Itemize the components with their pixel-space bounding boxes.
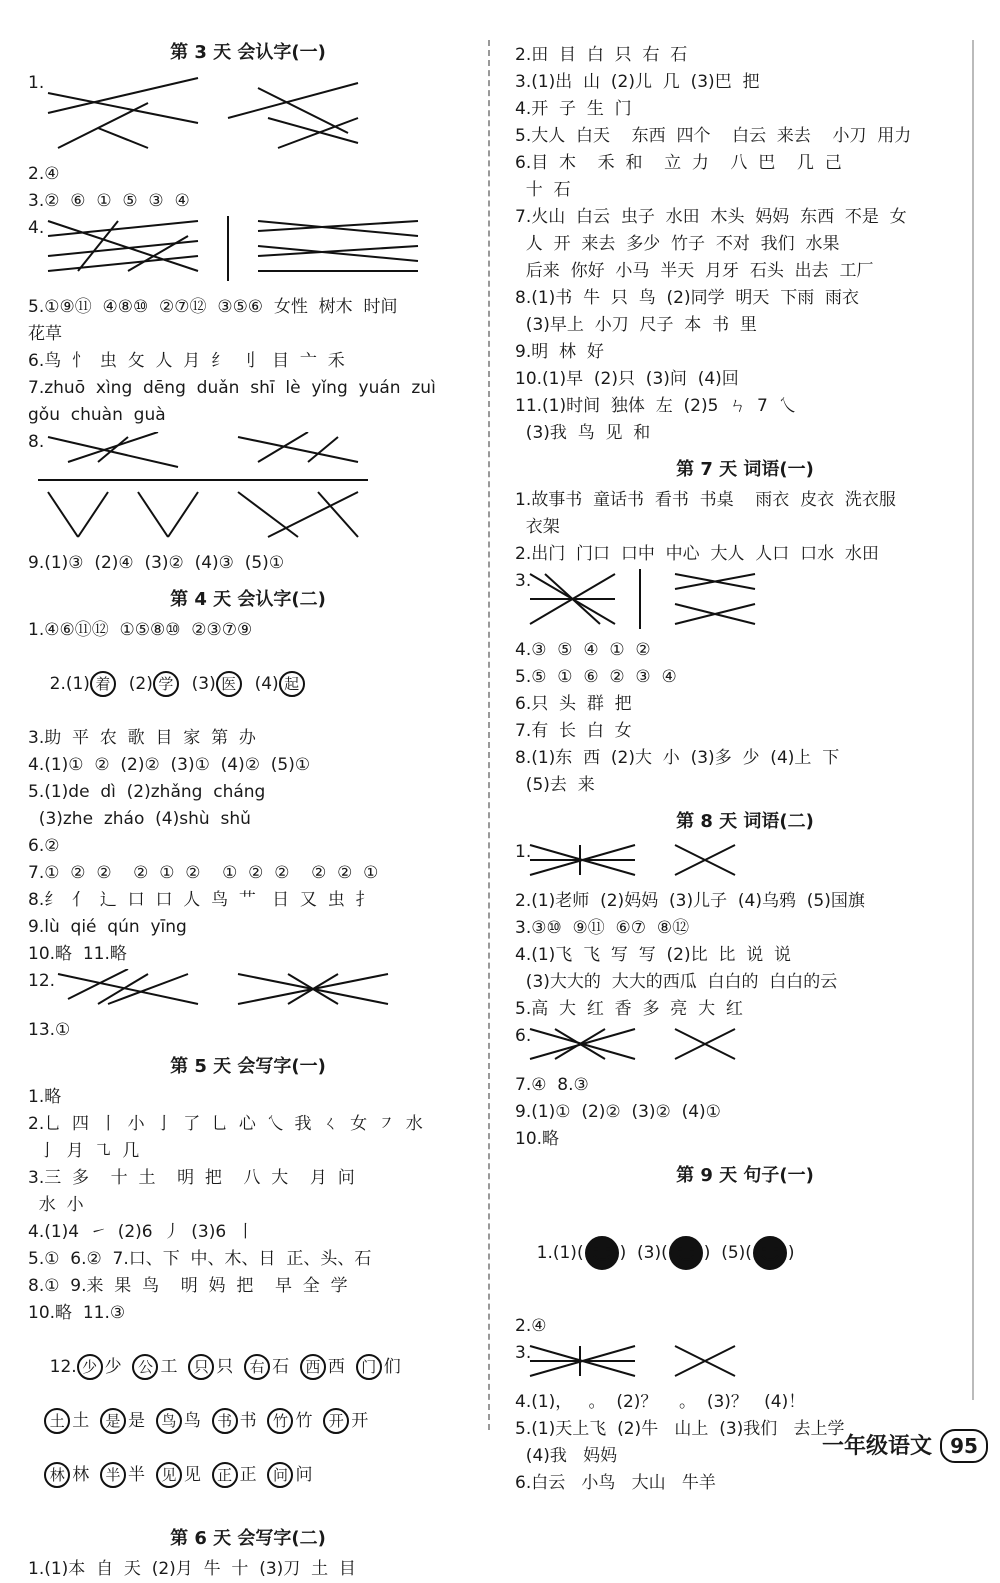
circled-char: 着: [90, 671, 116, 697]
d5-q12-label: 12.: [49, 1357, 77, 1377]
d8-q5: 5.高 大 红 香 多 亮 大 红: [515, 999, 743, 1019]
d4-q8: 8.纟 亻 辶 口 口 人 鸟 艹 日 又 虫 扌: [28, 890, 373, 910]
d7-q2: 2.出门 门口 口中 中心 大人 人口 口水 水田: [515, 544, 879, 564]
d3-q5-cont: 花草: [28, 324, 62, 344]
d9-q1-label: 1.: [536, 1243, 553, 1263]
answer-char: 鸟: [183, 1411, 201, 1431]
d6-q8: 8.(1)书 牛 只 鸟 (2)同学 明天 下雨 雨衣: [515, 288, 860, 308]
d8-q4-cont: (3)大大的 大大的西瓜 白白的 白白的云: [515, 972, 838, 992]
d9-q3-matching-figure: [525, 1341, 825, 1381]
d6-q5: 5.大人 白天 东西 四个 白云 来去 小刀 用力: [515, 126, 912, 146]
circled-char: 起: [279, 671, 305, 697]
d3-q3: 3.② ⑥ ① ⑤ ③ ④: [28, 191, 190, 211]
d4-q5-cont: (3)zhe zháo (4)shù shǔ: [28, 809, 251, 829]
circled-char: 是: [100, 1408, 126, 1434]
day8-title: 第 8 天 词语(二): [676, 811, 814, 832]
d8-q1-matching-figure: [525, 840, 825, 880]
answer-char: 西: [327, 1357, 345, 1377]
day3-title: 第 3 天 会认字(一): [170, 42, 326, 63]
page-number: 95: [940, 1429, 988, 1463]
circled-char: 竹: [267, 1408, 293, 1434]
d4-q3: 3.助 平 农 歌 目 家 第 办: [28, 728, 256, 748]
d3-q7-cont: gǒu chuàn guà: [28, 405, 166, 425]
d5-q12-row: [28, 1462, 468, 1516]
answer-char: 们: [383, 1357, 401, 1377]
circled-char: 正: [212, 1462, 238, 1488]
d3-q8-matching-figure: [38, 432, 458, 542]
answer-char: 开: [351, 1411, 369, 1431]
answer-char: 工: [160, 1357, 178, 1377]
subject-label: 一年级语文: [821, 1434, 932, 1459]
d7-q1: 1.故事书 童话书 看书 书桌 雨衣 皮衣 洗衣服: [515, 490, 896, 510]
circled-char: 林: [44, 1462, 70, 1488]
d8-q6-label: 6.: [515, 1026, 532, 1046]
column-divider: [488, 40, 490, 1430]
d3-q1-matching-figure: [38, 73, 378, 153]
day6-title: 第 6 天 会写字(二): [170, 1528, 326, 1549]
d6-q1: 1.(1)本 自 天 (2)月 牛 十 (3)刀 土 目: [28, 1559, 356, 1579]
d7-q6: 6.只 头 群 把: [515, 694, 632, 714]
circled-char: 少: [77, 1354, 103, 1380]
answer-char: 书: [239, 1411, 257, 1431]
d5-q12-row: [28, 1408, 468, 1462]
d9-q1-item: (1)(: [552, 1243, 584, 1263]
circled-char: 只: [188, 1354, 214, 1380]
d3-q9: 9.(1)③ (2)④ (3)② (4)③ (5)①: [28, 553, 285, 573]
d7-q3-matching-figure: [525, 569, 925, 629]
d6-q10: 10.(1)早 (2)只 (3)问 (4)回: [515, 369, 739, 389]
d6-q2: 2.田 目 白 只 右 石: [515, 45, 688, 65]
d6-q11: 11.(1)时间 独体 左 (2)5 ㄣ 7 乀: [515, 396, 796, 416]
d8-q1-label: 1.: [515, 842, 532, 862]
circled-char: 书: [212, 1408, 238, 1434]
d6-q9: 9.明 林 好: [515, 342, 604, 362]
d7-q5: 5.⑤ ① ⑥ ② ③ ④: [515, 667, 677, 687]
d4-q12-matching-figure: [48, 969, 448, 1009]
d5-q8-9: 8.① 9.来 果 鸟 明 妈 把 早 全 学: [28, 1276, 348, 1296]
day7-title: 第 7 天 词语(一): [676, 459, 814, 480]
d3-q7: 7.zhuō xìng dēng duǎn shī lè yǐng yuán zuì: [28, 378, 436, 398]
d7-q1-cont: 衣架: [515, 517, 560, 537]
circled-char: 西: [300, 1354, 326, 1380]
d9-q1-item: (3)(: [637, 1243, 668, 1263]
d4-q10-11: 10.略 11.略: [28, 944, 127, 964]
d6-q6-cont: 十 石: [515, 180, 571, 200]
d5-q3: 3.三 多 十 土 明 把 八 大 月 问: [28, 1168, 355, 1188]
circled-char: 学: [153, 671, 179, 697]
d7-q8-cont: (5)去 来: [515, 775, 595, 795]
d6-q7-cont2: 后来 你好 小马 半天 月牙 石头 出去 工厂: [515, 261, 874, 281]
right-column: [515, 42, 975, 1497]
d9-q3-label: 3.: [515, 1343, 532, 1363]
d9-q1: [515, 1193, 975, 1313]
d7-q7: 7.有 长 白 女: [515, 721, 632, 741]
circled-char: 公: [132, 1354, 158, 1380]
d6-q4: 4.开 子 生 门: [515, 99, 632, 119]
d8-q4: 4.(1)飞 飞 写 写 (2)比 比 说 说: [515, 945, 792, 965]
d3-q6: 6.鸟 忄 虫 攵 人 月 纟 刂 目 亠 禾: [28, 351, 345, 371]
answer-char: 少: [104, 1357, 122, 1377]
d3-q4-matching-figure: [38, 216, 438, 286]
d6-q3: 3.(1)出 山 (2)儿 几 (3)巴 把: [515, 72, 760, 92]
d8-q9: 9.(1)① (2)② (3)② (4)①: [515, 1102, 721, 1122]
d4-q12-label: 12.: [28, 971, 56, 991]
d4-q6: 6.②: [28, 836, 60, 856]
d4-q2-item: (2): [128, 674, 153, 694]
circled-char: 半: [100, 1462, 126, 1488]
d8-q3: 3.③⑩ ⑨⑪ ⑥⑦ ⑧⑫: [515, 918, 690, 938]
day9-title: 第 9 天 句子(一): [676, 1165, 814, 1186]
d9-q4: 4.(1)， 。 (2)？ 。 (3)？ (4)！: [515, 1392, 806, 1412]
d4-q4: 4.(1)① ② (2)② (3)① (4)② (5)①: [28, 755, 311, 775]
d5-q3-cont: 水 小: [28, 1195, 84, 1215]
left-column: [28, 30, 468, 1583]
d9-q1-item: (5)(: [721, 1243, 752, 1263]
circled-char: 见: [156, 1462, 182, 1488]
d4-q2-item: (3): [191, 674, 216, 694]
answer-char: 是: [128, 1411, 146, 1431]
answer-char: 问: [295, 1465, 313, 1485]
d4-q5: 5.(1)de dì (2)zhǎng cháng: [28, 782, 266, 802]
smiley-face-icon: [584, 1235, 620, 1271]
d5-q1: 1.略: [28, 1087, 62, 1107]
answer-char: 林: [72, 1465, 90, 1485]
d3-q8-label: 8.: [28, 432, 45, 452]
d8-q10: 10.略: [515, 1129, 560, 1149]
answer-char: 只: [216, 1357, 234, 1377]
circled-char: 鸟: [156, 1408, 182, 1434]
d5-q2-cont: 亅 月 ㇈ 几: [28, 1141, 140, 1161]
d5-q12-row: [28, 1327, 468, 1408]
d4-q1: 1.④⑥⑪⑫ ①⑤⑧⑩ ②③⑦⑨: [28, 620, 253, 640]
d9-q6: 6.白云 小鸟 大山 牛羊: [515, 1473, 716, 1493]
d9-q5: 5.(1)天上飞 (2)牛 山上 (3)我们 去上学: [515, 1419, 845, 1439]
d5-q5-7: 5.① 6.② 7.口、下 中、木、日 正、头、石: [28, 1249, 372, 1269]
circled-char: 土: [44, 1408, 70, 1434]
circled-char: 问: [267, 1462, 293, 1488]
circled-char: 门: [356, 1354, 382, 1380]
d6-q8-cont: (3)早上 小刀 尺子 本 书 里: [515, 315, 757, 335]
d6-q7-cont: 人 开 来去 多少 竹子 不对 我们 水果: [515, 234, 840, 254]
d8-q2: 2.(1)老师 (2)妈妈 (3)儿子 (4)乌鸦 (5)国旗: [515, 891, 865, 911]
d4-q13: 13.①: [28, 1020, 71, 1040]
answer-char: 土: [72, 1411, 90, 1431]
d4-q2-item: (4): [254, 674, 279, 694]
answer-char: 半: [128, 1465, 146, 1485]
day4-title: 第 4 天 会认字(二): [170, 589, 326, 610]
d4-q2-item: (1): [65, 674, 90, 694]
d3-q2: 2.④: [28, 164, 60, 184]
d7-q4: 4.③ ⑤ ④ ① ②: [515, 640, 651, 660]
circled-char: 医: [216, 671, 242, 697]
smiley-face-icon: [668, 1235, 704, 1271]
d9-q1-item: ): [703, 1243, 711, 1263]
d3-q1-label: 1.: [28, 73, 45, 93]
d4-q7: 7.① ② ② ② ① ② ① ② ② ② ② ①: [28, 863, 379, 883]
d4-q2: [28, 644, 468, 725]
d5-q10-11: 10.略 11.③: [28, 1303, 126, 1323]
smiley-face-icon: [752, 1235, 788, 1271]
d8-q6-matching-figure: [525, 1024, 825, 1064]
d9-q5-cont: (4)我 妈妈: [515, 1446, 618, 1466]
d9-q1-item: ): [619, 1243, 627, 1263]
d7-q8: 8.(1)东 西 (2)大 小 (3)多 少 (4)上 下: [515, 748, 840, 768]
answer-char: 竹: [295, 1411, 313, 1431]
d5-q2: 2.乚 四 丨 小 亅 了 乚 心 乀 我 ㄑ 女 ㇇ 水: [28, 1114, 423, 1134]
answer-char: 见: [183, 1465, 201, 1485]
circled-char: 开: [323, 1408, 349, 1434]
page-footer: [822, 1429, 988, 1463]
d3-q5: 5.①⑨⑪ ④⑧⑩ ②⑦⑫ ③⑤⑥ 女性 树木 时间: [28, 297, 398, 317]
circled-char: 右: [244, 1354, 270, 1380]
d6-q11-cont: (3)我 鸟 见 和: [515, 423, 651, 443]
d6-q7: 7.火山 白云 虫子 水田 木头 妈妈 东西 不是 女: [515, 207, 907, 227]
d6-q6: 6.目 木 禾 和 立 力 八 巴 几 己: [515, 153, 842, 173]
d8-q7-8: 7.④ 8.③: [515, 1075, 589, 1095]
answer-char: 石: [272, 1357, 290, 1377]
day5-title: 第 5 天 会写字(一): [170, 1056, 326, 1077]
d4-q2-label: 2.: [49, 674, 66, 694]
d9-q2: 2.④: [515, 1316, 547, 1336]
d9-q1-item: ): [787, 1243, 795, 1263]
d5-q4: 4.(1)4 ㇀ (2)6 丿 (3)6 丨: [28, 1222, 254, 1242]
d7-q3-label: 3.: [515, 571, 532, 591]
answer-char: 正: [239, 1465, 257, 1485]
d3-q4-label: 4.: [28, 218, 45, 238]
d4-q9: 9.lù qié qún yīng: [28, 917, 187, 937]
